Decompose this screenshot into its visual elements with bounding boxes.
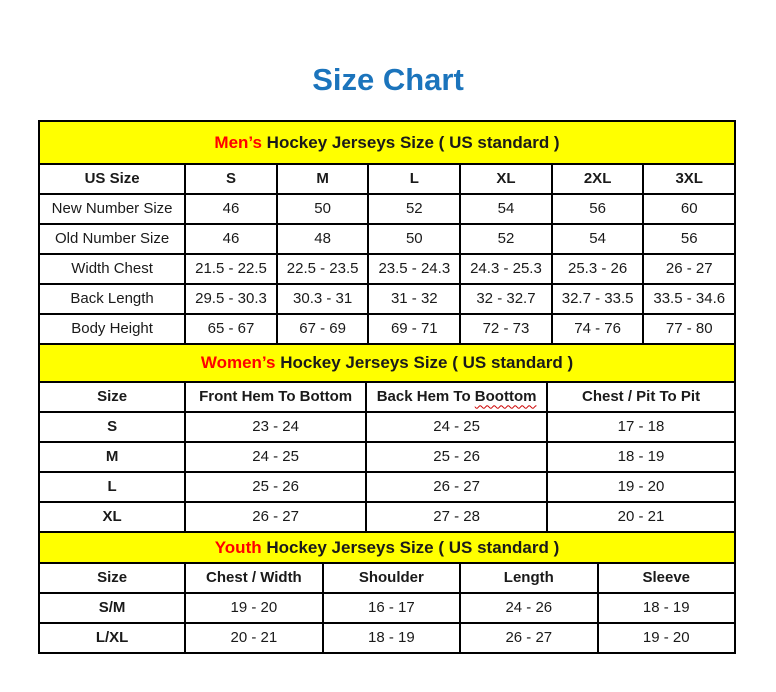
table-cell: 24.3 - 25.3 (460, 254, 552, 284)
table-row (39, 502, 735, 532)
womens-section-header (39, 344, 735, 382)
table-cell: 27 - 28 (366, 502, 547, 532)
column-header (366, 382, 547, 412)
youth-section-title: Hockey Jerseys Size ( US standard ) (261, 537, 560, 557)
table-cell: 32 - 32.7 (460, 284, 552, 314)
table-cell: 18 - 19 (547, 442, 735, 472)
mens-section-header-row (39, 121, 735, 164)
back-hem-prefix: Back Hem To (376, 388, 471, 406)
table-cell: 25.3 - 26 (552, 254, 644, 284)
table-cell: 20 - 21 (185, 623, 322, 653)
table-cell: 26 - 27 (643, 254, 735, 284)
row-label: Back Length (39, 284, 185, 314)
mens-section-header (39, 121, 735, 164)
youth-column-header-row (39, 563, 735, 593)
column-header: Size (39, 382, 185, 412)
mens-size-table (38, 120, 736, 345)
table-cell: 24 - 25 (366, 412, 547, 442)
table-cell: 26 - 27 (185, 502, 366, 532)
table-cell: 46 (185, 194, 277, 224)
table-cell: 23 - 24 (185, 412, 366, 442)
column-header: Shoulder (323, 563, 460, 593)
table-cell: 24 - 26 (460, 593, 597, 623)
womens-size-table (38, 343, 736, 533)
row-label: Old Number Size (39, 224, 185, 254)
table-cell: 26 - 27 (366, 472, 547, 502)
table-cell: 31 - 32 (368, 284, 460, 314)
table-cell: 72 - 73 (460, 314, 552, 344)
youth-section-header-row (39, 532, 735, 563)
row-label: S/M (39, 593, 185, 623)
column-header: S (185, 164, 277, 194)
column-header: L (368, 164, 460, 194)
mens-section-title: Hockey Jerseys Size ( US standard ) (261, 132, 560, 152)
table-cell: 54 (460, 194, 552, 224)
row-label: L (39, 472, 185, 502)
table-cell: 46 (185, 224, 277, 254)
table-cell: 19 - 20 (185, 593, 322, 623)
table-cell: 52 (460, 224, 552, 254)
table-cell: 24 - 25 (185, 442, 366, 472)
table-row (39, 254, 735, 284)
table-cell: 50 (368, 224, 460, 254)
table-cell: 18 - 19 (598, 593, 735, 623)
table-cell: 17 - 18 (547, 412, 735, 442)
youth-section-highlight: Youth (214, 537, 262, 557)
column-header: Front Hem To Bottom (185, 382, 366, 412)
table-cell: 30.3 - 31 (277, 284, 369, 314)
column-header: Chest / Width (185, 563, 322, 593)
table-cell: 18 - 19 (323, 623, 460, 653)
table-row (39, 314, 735, 344)
table-cell: 25 - 26 (185, 472, 366, 502)
column-header: XL (460, 164, 552, 194)
womens-column-header-row (39, 382, 735, 412)
row-label: XL (39, 502, 185, 532)
row-label: Body Height (39, 314, 185, 344)
mens-section-highlight: Men’s (214, 132, 262, 152)
table-row (39, 593, 735, 623)
row-label: New Number Size (39, 194, 185, 224)
table-cell: 20 - 21 (547, 502, 735, 532)
size-chart-tables (38, 120, 736, 654)
table-row (39, 412, 735, 442)
row-label: S (39, 412, 185, 442)
row-label: Width Chest (39, 254, 185, 284)
table-cell: 50 (277, 194, 369, 224)
table-cell: 29.5 - 30.3 (185, 284, 277, 314)
column-header: 2XL (552, 164, 644, 194)
womens-section-highlight: Women’s (200, 353, 276, 373)
column-header: 3XL (643, 164, 735, 194)
table-row (39, 194, 735, 224)
mens-column-header-row (39, 164, 735, 194)
table-cell: 19 - 20 (598, 623, 735, 653)
youth-section-header (39, 532, 735, 563)
table-cell: 21.5 - 22.5 (185, 254, 277, 284)
table-cell: 33.5 - 34.6 (643, 284, 735, 314)
table-cell: 56 (552, 194, 644, 224)
table-cell: 52 (368, 194, 460, 224)
back-hem-misspelled-word: Boottom (474, 388, 537, 406)
row-label: M (39, 442, 185, 472)
column-header: M (277, 164, 369, 194)
table-cell: 19 - 20 (547, 472, 735, 502)
table-cell: 22.5 - 23.5 (277, 254, 369, 284)
table-cell: 67 - 69 (277, 314, 369, 344)
table-cell: 25 - 26 (366, 442, 547, 472)
page-title: Size Chart (312, 62, 464, 97)
table-row (39, 442, 735, 472)
table-row (39, 623, 735, 653)
column-header: Sleeve (598, 563, 735, 593)
table-cell: 69 - 71 (368, 314, 460, 344)
table-cell: 32.7 - 33.5 (552, 284, 644, 314)
table-cell: 16 - 17 (323, 593, 460, 623)
table-cell: 60 (643, 194, 735, 224)
table-cell: 74 - 76 (552, 314, 644, 344)
column-header: Length (460, 563, 597, 593)
table-cell: 65 - 67 (185, 314, 277, 344)
womens-section-title: Hockey Jerseys Size ( US standard ) (275, 353, 574, 373)
youth-size-table (38, 531, 736, 654)
table-cell: 54 (552, 224, 644, 254)
table-cell: 56 (643, 224, 735, 254)
table-cell: 26 - 27 (460, 623, 597, 653)
table-cell: 48 (277, 224, 369, 254)
table-row (39, 284, 735, 314)
table-row (39, 224, 735, 254)
column-header: Chest / Pit To Pit (547, 382, 735, 412)
table-row (39, 472, 735, 502)
table-cell: 77 - 80 (643, 314, 735, 344)
table-cell: 23.5 - 24.3 (368, 254, 460, 284)
womens-section-header-row (39, 344, 735, 382)
column-header: Size (39, 563, 185, 593)
row-label: L/XL (39, 623, 185, 653)
column-header: US Size (39, 164, 185, 194)
